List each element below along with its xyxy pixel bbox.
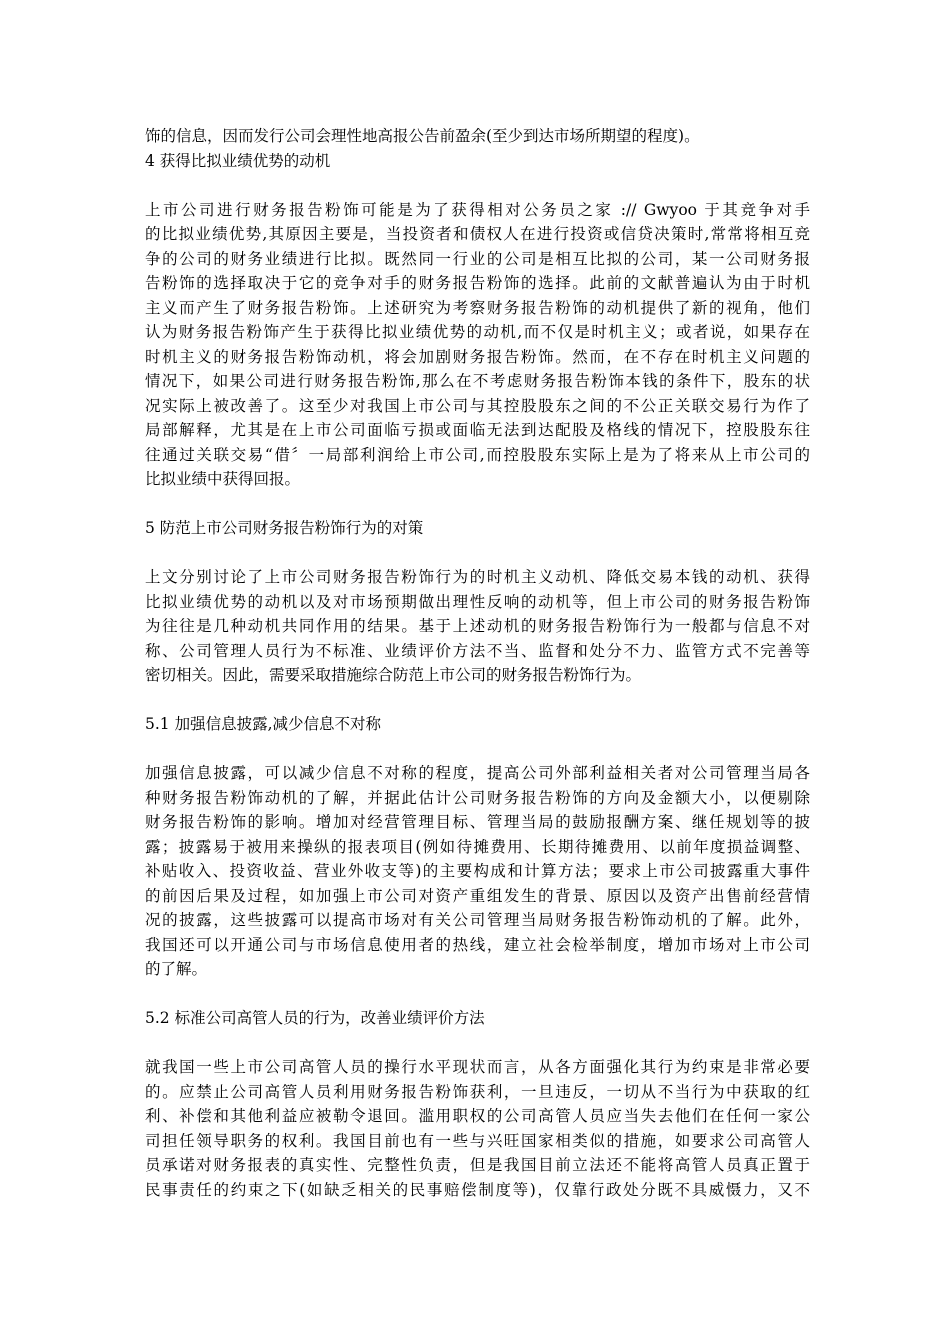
- text-line: 为往往是几种动机共同作用的结果。基于上述动机的财务报告粉饰行为一般都与信息不对: [145, 617, 810, 635]
- text-line: 种财务报告粉饰动机的了解，并据此估计公司财务报告粉饰的方向及金额大小，以便剔除: [145, 788, 810, 807]
- section-heading-5-1: 5.1 加强信息披露,减少信息不对称: [145, 715, 382, 733]
- text-line: 饰的信息，因而发行公司会理性地高报公告前盈余(至少到达市场所期望的程度)。: [145, 127, 700, 145]
- text-line: 司担任领导职务的权利。我国目前也有一些与兴旺国家相类似的措施，如要求公司高管人: [145, 1131, 810, 1150]
- paragraph-spacer: [145, 492, 810, 517]
- text-line: 露；披露易于被用来操纵的报表项目(例如待摊费用、长期待摊费用、以前年度损益调整、: [145, 837, 810, 856]
- text-line: 上文分别讨论了上市公司财务报告粉饰行为的时机主义动机、降低交易本钱的动机、获得: [145, 568, 810, 586]
- text-line: 的比拟业绩优势,其原因主要是，当投资者和债权人在进行投资或信贷决策时,常常将相互竞: [145, 225, 810, 243]
- text-line: 局部解释，尤其是在上市公司面临亏损或面临无法到达配股及格线的情况下，控股股东往: [145, 421, 810, 439]
- section-heading-5-2: 5.2 标准公司高管人员的行为，改善业绩评价方法: [145, 1009, 485, 1027]
- text-line: 民事责任的约束之下(如缺乏相关的民事赔偿制度等)，仅靠行政处分既不具威慑力，又不: [145, 1180, 810, 1199]
- text-line: 主义而产生了财务报告粉饰。上述研究为考察财务报告粉饰的动机提供了新的视角，他们: [145, 298, 810, 317]
- text-line: 加强信息披露，可以减少信息不对称的程度，提高公司外部利益相关者对公司管理当局各: [145, 764, 810, 782]
- text-line: 补贴收入、投资收益、营业外收支等)的主要构成和计算方法；要求上市公司披露重大事件: [145, 862, 810, 880]
- text-line: 时机主义的财务报告粉饰动机，将会加剧财务报告粉饰。然而，在不存在时机主义问题的: [145, 347, 810, 366]
- paragraph-spacer: [145, 173, 810, 198]
- text-line: 情况下，如果公司进行财务报告粉饰,那么在不考虑财务报告粉饰本钱的条件下，股东的状: [145, 372, 810, 390]
- paragraph-section-5-2: [145, 1055, 810, 1202]
- paragraph-section-5-1: [145, 761, 810, 982]
- text-line: 认为财务报告粉饰产生于获得比拟业绩优势的动机,而不仅是时机主义；或者说，如果存在: [145, 323, 810, 341]
- text-line: 告粉饰的选择取决于它的竞争对手的财务报告粉饰的选择。此前的文献普遍认为由于时机: [145, 274, 810, 292]
- text-line: 比拟业绩中获得回报。: [145, 470, 301, 488]
- section-heading-5: 5 防范上市公司财务报告粉饰行为的对策: [145, 519, 424, 537]
- text-line: 的了解。: [145, 960, 208, 978]
- text-line: 利、补偿和其他利益应被勒令退回。滥用职权的公司高管人员应当失去他们在任何一家公: [145, 1107, 810, 1125]
- paragraph-spacer: [145, 688, 810, 713]
- text-line: 财务报告粉饰的影响。增加对经营管理目标、管理当局的鼓励报酬方案、继任规划等的披: [145, 813, 810, 831]
- paragraph-spacer: [145, 1031, 810, 1056]
- text-line: 往通过关联交易“借〞一局部利润给上市公司,而控股股东实际上是为了将来从上市公司的: [145, 445, 810, 464]
- text-line: 密切相关。因此，需要采取措施综合防范上市公司的财务报告粉饰行为。: [145, 666, 642, 684]
- text-line: 就我国一些上市公司高管人员的操行水平现状而言，从各方面强化其行为约束是非常必要: [145, 1058, 810, 1076]
- text-line: 况的披露，这些披露可以提高市场对有关公司管理当局财务报告粉饰动机的了解。此外，: [145, 911, 810, 929]
- paragraph-spacer: [145, 982, 810, 1007]
- paragraph-section-4: [145, 198, 810, 492]
- document-page: [145, 124, 810, 1202]
- text-line: 我国还可以开通公司与市场信息使用者的热线，建立社会检举制度，增加市场对上市公司: [145, 935, 810, 954]
- text-line: 的。应禁止公司高管人员利用财务报告粉饰获利，一旦违反，一切从不当行为中获取的红: [145, 1082, 810, 1101]
- text-line: 况实际上被改善了。这至少对我国上市公司与其控股股东之间的不公正关联交易行为作了: [145, 396, 810, 415]
- text-line: 争的公司的财务业绩进行比拟。既然同一行业的公司是相互比拟的公司，某一公司财务报: [145, 249, 810, 268]
- text-line: 员承诺对财务报表的真实性、完整性负责，但是我国目前立法还不能将高管人员真正置于: [145, 1156, 810, 1174]
- text-line: 称、公司管理人员行为不标准、业绩评价方法不当、监督和处分不力、监管方式不完善等: [145, 641, 810, 660]
- paragraph-spacer: [145, 737, 810, 762]
- text-line: 上市公司进行财务报告粉饰可能是为了获得相对公务员之家 :// Gwyoo 于其竞争对手: [145, 200, 810, 219]
- section-heading-4: 4 获得比拟业绩优势的动机: [145, 151, 331, 170]
- text-line: 的前因后果及过程，如加强上市公司对资产重组发生的背景、原因以及资产出售前经营情: [145, 886, 810, 905]
- paragraph-spacer: [145, 541, 810, 566]
- paragraph-section-5: [145, 565, 810, 688]
- text-line: 比拟业绩优势的动机以及对市场预期做出理性反响的动机等，但上市公司的财务报告粉饰: [145, 592, 810, 611]
